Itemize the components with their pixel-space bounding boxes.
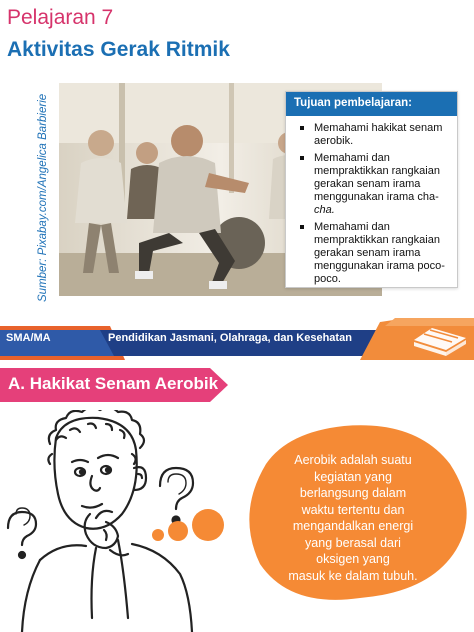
objectives-title: Tujuan pembelajaran:: [286, 92, 457, 116]
school-level-label: SMA/MA: [6, 332, 51, 344]
subject-label: Pendidikan Jasmani, Olahraga, dan Kesehatan: [108, 332, 352, 344]
photo-source-credit: Sumber: Pixabay.com/Angelica Barbierie: [37, 93, 49, 302]
chapter-label: Pelajaran 7: [7, 6, 114, 29]
thought-bubbles: [150, 505, 240, 545]
learning-objectives-box: [285, 91, 458, 288]
objective-item: Memahami hakikat senam aerobik.: [300, 122, 451, 148]
section-heading: A. Hakikat Senam Aerobik: [8, 374, 219, 393]
bullet-square-icon: [300, 225, 304, 229]
aerobic-definition-text: Aerobik adalah suatu kegiatan yang berlangsung dalam waktu tertentu dan mengandalkan energi yang berasal dari oksigen yang masuk ke dalam tubuh.: [288, 453, 418, 583]
bullet-square-icon: [300, 156, 304, 160]
question-mark-icon: [8, 508, 36, 558]
objective-item: Memahami dan mempraktikkan rangkaian gerakan senam irama menggunakan irama cha- cha.: [300, 152, 451, 217]
bullet-square-icon: [300, 126, 304, 130]
objectives-list: [286, 116, 457, 286]
objective-item: Memahami dan mempraktikkan rangkaian gerakan senam irama menggunakan irama poco- poco.: [300, 221, 451, 286]
chapter-title: Aktivitas Gerak Ritmik: [7, 38, 230, 61]
